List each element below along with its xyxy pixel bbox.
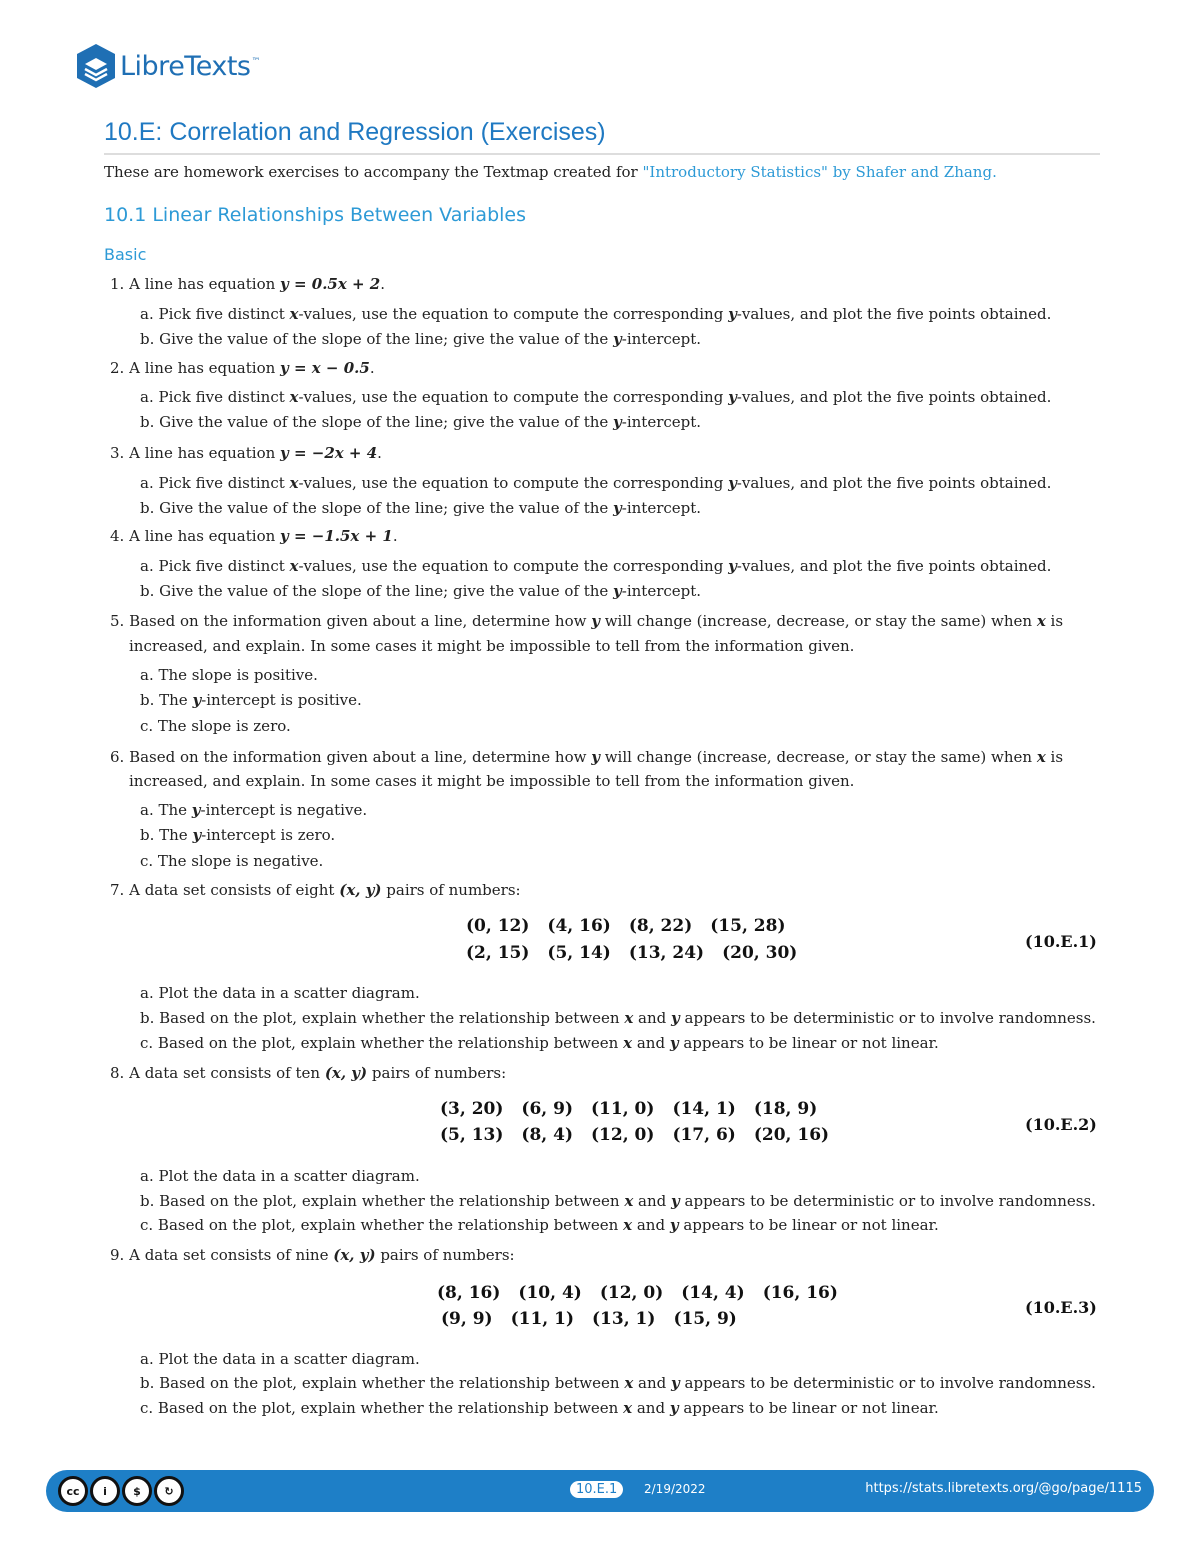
var-y: y [613, 582, 622, 600]
var-x: x [289, 557, 299, 575]
data-pair: (10, 4) [518, 1283, 582, 1303]
nc-icon: $ [122, 1476, 152, 1506]
text: appears to be deterministic or to involve randomness. [679, 1192, 1096, 1210]
text: -values, use the equation to compute the corresponding [298, 474, 729, 492]
var-y: y [613, 499, 622, 517]
text: b. Based on the plot, explain whether the relationship between [140, 1374, 625, 1392]
data-pair: (20, 30) [722, 943, 798, 963]
dataset-row-1 [466, 916, 797, 936]
punct: . [377, 444, 382, 462]
text: -intercept. [621, 413, 702, 431]
question-text: A line has equation [129, 527, 281, 545]
text: c. Based on the plot, explain whether the relationship between [140, 1034, 624, 1052]
data-pair: (16, 16) [762, 1283, 838, 1303]
question-2-part-b [140, 413, 701, 431]
text: is [1045, 612, 1064, 630]
question-9-part-a: a. Plot the data in a scatter diagram. [140, 1350, 420, 1368]
punct: . [392, 527, 398, 545]
question-6-part-c: c. The slope is negative. [140, 852, 324, 870]
libretexts-logo-icon [74, 42, 118, 90]
var-y: y [192, 691, 202, 709]
var-x: x [1036, 748, 1046, 766]
text: will change (increase, decrease, or stay the same) when [599, 748, 1037, 766]
var-x: x [1036, 612, 1046, 630]
question-7 [110, 881, 521, 899]
var-y: y [669, 1034, 679, 1052]
question-7-part-a: a. Plot the data in a scatter diagram. [140, 984, 420, 1002]
var-y: y [591, 748, 600, 766]
data-pair: (12, 0) [599, 1283, 664, 1303]
text: c. Based on the plot, explain whether the relationship between [140, 1216, 624, 1234]
data-pair: (18, 9) [753, 1099, 818, 1119]
text: and [632, 1399, 670, 1417]
sa-icon: ↻ [154, 1476, 184, 1506]
text: pairs of numbers: [375, 1246, 515, 1264]
equation: y = −1.5x + 1 [280, 527, 393, 545]
data-pair: (15, 9) [673, 1309, 737, 1329]
text: Based on the information given about a line, determine how [129, 748, 592, 766]
intro-text: These are homework exercises to accompany the Textmap created for [104, 163, 643, 181]
text: b. The [140, 691, 193, 709]
text: -intercept. [621, 582, 702, 600]
question-text: A line has equation [129, 359, 281, 377]
question-8-part-c [140, 1216, 939, 1234]
dataset-10-e-1 [466, 916, 797, 963]
question-3 [110, 444, 382, 462]
question-number: 1. [110, 275, 125, 293]
text: b. Based on the plot, explain whether the relationship between [140, 1009, 625, 1027]
question-3-part-a [140, 474, 1051, 492]
question-number: 4. [110, 527, 125, 545]
var-y: y [191, 801, 201, 819]
var-y: y [192, 826, 202, 844]
cc-icon: cc [58, 1476, 88, 1506]
var-y: y [671, 1192, 680, 1210]
question-8-part-a: a. Plot the data in a scatter diagram. [140, 1167, 420, 1185]
var-y: y [671, 1374, 680, 1392]
var-x: x [624, 1009, 634, 1027]
var-x: x [289, 474, 299, 492]
text: -intercept. [621, 330, 702, 348]
text: A data set consists of ten [129, 1064, 325, 1082]
var-x: x [289, 305, 299, 323]
equation: y = 0.5x + 2 [280, 275, 381, 293]
question-4-part-a [140, 557, 1051, 575]
data-pair: (20, 16) [753, 1125, 830, 1145]
subsection-heading: Basic [104, 245, 147, 264]
question-number: 2. [110, 359, 125, 377]
text: will change (increase, decrease, or stay the same) when [599, 612, 1037, 630]
data-pair: (11, 1) [510, 1309, 575, 1329]
data-pair: (5, 14) [547, 943, 611, 963]
var-x: x [624, 1192, 634, 1210]
question-text: A line has equation [129, 275, 281, 293]
data-pair: (9, 9) [441, 1309, 493, 1329]
text: -intercept is negative. [200, 801, 368, 819]
equation-label: (10.E.1) [1025, 932, 1097, 951]
var-y: y [728, 557, 737, 575]
text: a. Pick five distinct [140, 305, 290, 323]
punct: . [369, 359, 375, 377]
text: pairs of numbers: [381, 881, 521, 899]
var-x: x [289, 388, 299, 406]
text: and [632, 1216, 670, 1234]
var-x: x [623, 1034, 633, 1052]
text: is [1045, 748, 1064, 766]
var-y: y [669, 1216, 679, 1234]
equation-label: (10.E.2) [1025, 1115, 1097, 1134]
data-pair: (8, 4) [521, 1125, 574, 1145]
pair-notation: (x, y) [333, 1246, 376, 1264]
var-y: y [613, 413, 622, 431]
text: appears to be deterministic or to involve randomness. [679, 1009, 1096, 1027]
text: appears to be deterministic or to involve randomness. [679, 1374, 1096, 1392]
question-2-part-a [140, 388, 1051, 406]
text: b. Based on the plot, explain whether the relationship between [140, 1192, 625, 1210]
question-6-part-a [140, 801, 367, 819]
text: -values, use the equation to compute the corresponding [298, 557, 729, 575]
question-6 [110, 748, 1063, 766]
data-pair: (12, 0) [591, 1125, 655, 1145]
question-5-part-c: c. The slope is zero. [140, 717, 291, 735]
data-pair: (4, 16) [547, 916, 611, 936]
dataset-row-1 [437, 1283, 838, 1303]
var-x: x [623, 1216, 633, 1234]
section-heading: 10.1 Linear Relationships Between Variables [104, 204, 527, 226]
data-pair: (6, 9) [521, 1099, 574, 1119]
data-pair: (5, 13) [440, 1125, 504, 1145]
question-text: A line has equation [129, 444, 281, 462]
footer-date: 2/19/2022 [644, 1482, 706, 1496]
question-5-part-a: a. The slope is positive. [140, 666, 318, 684]
data-pair: (3, 20) [440, 1099, 504, 1119]
question-6-part-b [140, 826, 335, 844]
text: and [632, 1034, 670, 1052]
logo-trademark: ™ [251, 57, 261, 67]
question-9-part-b [140, 1374, 1096, 1392]
var-y: y [591, 612, 600, 630]
text: appears to be linear or not linear. [678, 1034, 939, 1052]
data-pair: (13, 1) [592, 1309, 656, 1329]
question-6-line-2: increased, and explain. In some cases it might be impossible to tell from the information given. [129, 772, 855, 790]
text: -values, and plot the five points obtained. [736, 305, 1052, 323]
question-9-part-c [140, 1399, 939, 1417]
dataset-row-2 [437, 1309, 838, 1329]
text: -values, use the equation to compute the corresponding [298, 305, 729, 323]
punct: . [380, 275, 386, 293]
question-number: 9. [110, 1246, 125, 1264]
dataset-row-2 [466, 943, 797, 963]
equation: y = x − 0.5 [280, 359, 370, 377]
data-pair: (14, 1) [672, 1099, 736, 1119]
text: a. Pick five distinct [140, 474, 290, 492]
var-y: y [671, 1009, 680, 1027]
text: a. The [140, 801, 192, 819]
question-5-line-2: increased, and explain. In some cases it might be impossible to tell from the information given. [129, 637, 855, 655]
data-pair: (17, 6) [672, 1125, 736, 1145]
var-x: x [623, 1399, 633, 1417]
text: b. Give the value of the slope of the line; give the value of the [140, 413, 614, 431]
question-number: 8. [110, 1064, 125, 1082]
libretexts-logo[interactable] [74, 42, 260, 90]
text: c. Based on the plot, explain whether the relationship between [140, 1399, 624, 1417]
dataset-row-1 [440, 1099, 829, 1119]
dataset-row-2 [440, 1125, 829, 1145]
data-pair: (14, 4) [681, 1283, 745, 1303]
question-number: 3. [110, 444, 125, 462]
text: -values, and plot the five points obtained. [736, 474, 1052, 492]
question-4-part-b [140, 582, 701, 600]
question-3-part-b [140, 499, 701, 517]
var-y: y [728, 305, 737, 323]
data-pair: (11, 0) [591, 1099, 655, 1119]
question-number: 7. [110, 881, 125, 899]
data-pair: (8, 16) [437, 1283, 501, 1303]
question-number: 5. [110, 612, 125, 630]
var-y: y [613, 330, 622, 348]
text: -values, use the equation to compute the corresponding [298, 388, 729, 406]
page-number-badge: 10.E.1 [570, 1481, 623, 1498]
text: -values, and plot the five points obtained. [736, 557, 1052, 575]
question-8-part-b [140, 1192, 1096, 1210]
text: appears to be linear or not linear. [678, 1399, 939, 1417]
question-number: 6. [110, 748, 125, 766]
question-8 [110, 1064, 506, 1082]
question-7-part-b [140, 1009, 1096, 1027]
var-y: y [669, 1399, 679, 1417]
text: b. Give the value of the slope of the line; give the value of the [140, 499, 614, 517]
text: -values, and plot the five points obtained. [736, 388, 1052, 406]
equation: y = −2x + 4 [280, 444, 378, 462]
question-1-part-b [140, 330, 701, 348]
text: A data set consists of nine [129, 1246, 334, 1264]
textmap-link[interactable]: "Introductory Statistics" by Shafer and Zhang. [642, 163, 997, 181]
logo-text: LibreTexts [120, 50, 251, 82]
text: appears to be linear or not linear. [678, 1216, 939, 1234]
intro-paragraph [104, 163, 997, 181]
dataset-10-e-3 [437, 1283, 838, 1329]
data-pair: (8, 22) [628, 916, 693, 936]
question-5-part-b [140, 691, 362, 709]
question-7-part-c [140, 1034, 939, 1052]
text: and [633, 1374, 672, 1392]
text: and [633, 1009, 672, 1027]
text: -intercept is zero. [201, 826, 336, 844]
text: -intercept. [621, 499, 702, 517]
text: b. The [140, 826, 193, 844]
text: b. Give the value of the slope of the line; give the value of the [140, 582, 614, 600]
var-x: x [624, 1374, 634, 1392]
question-9 [110, 1246, 515, 1264]
text: A data set consists of eight [129, 881, 340, 899]
page-footer [46, 1470, 1154, 1512]
question-4 [110, 527, 398, 545]
text: Based on the information given about a line, determine how [129, 612, 592, 630]
pair-notation: (x, y) [339, 881, 382, 899]
var-y: y [728, 388, 737, 406]
dataset-10-e-2 [440, 1099, 829, 1145]
var-y: y [728, 474, 737, 492]
text: a. Pick five distinct [140, 557, 290, 575]
data-pair: (2, 15) [466, 943, 530, 963]
data-pair: (0, 12) [466, 916, 530, 936]
text: b. Give the value of the slope of the line; give the value of the [140, 330, 614, 348]
pair-notation: (x, y) [324, 1064, 368, 1082]
text: and [633, 1192, 672, 1210]
equation-label: (10.E.3) [1025, 1298, 1097, 1317]
data-pair: (13, 24) [628, 943, 705, 963]
question-1 [110, 275, 385, 293]
page-title: 10.E: Correlation and Regression (Exercises) [104, 118, 1100, 155]
text: a. Pick five distinct [140, 388, 290, 406]
cc-license-badge[interactable] [58, 1476, 184, 1506]
by-icon: i [90, 1476, 120, 1506]
text: pairs of numbers: [367, 1064, 507, 1082]
footer-url-link[interactable]: https://stats.libretexts.org/@go/page/1115 [865, 1481, 1142, 1496]
question-5 [110, 612, 1063, 630]
question-2 [110, 359, 375, 377]
question-1-part-a [140, 305, 1051, 323]
data-pair: (15, 28) [710, 916, 786, 936]
text: -intercept is positive. [201, 691, 362, 709]
